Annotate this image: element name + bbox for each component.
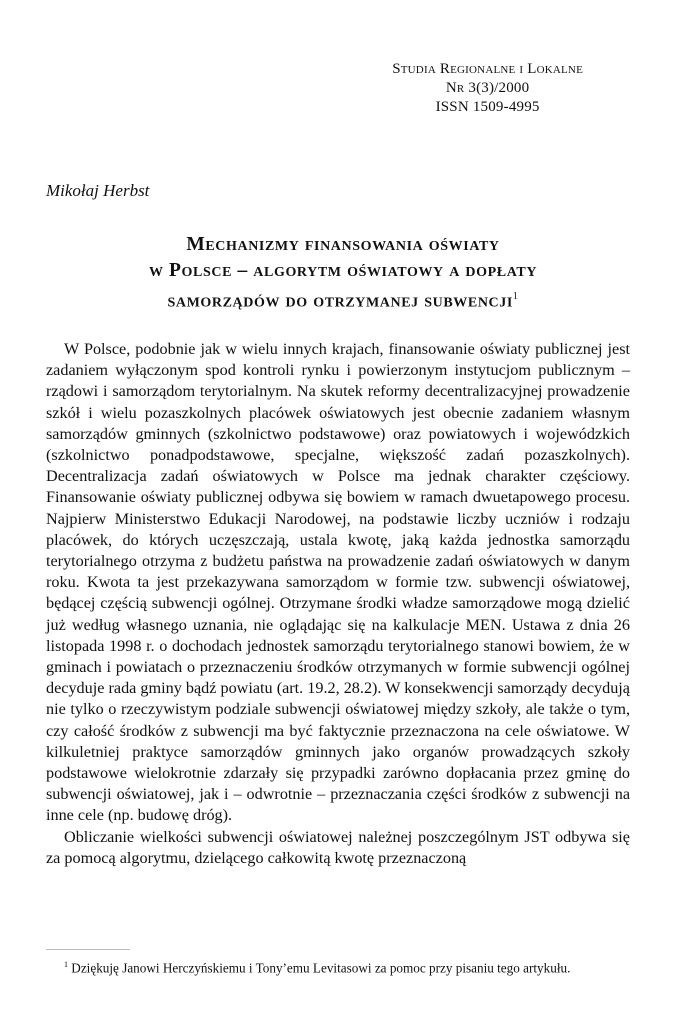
title-line-3 <box>40 284 646 315</box>
article-title <box>40 232 646 315</box>
footnote-text: Dziękuję Janowi Herczyńskiemu i Tony’emu Levitasowi za pomoc przy pisaniu tego artykułu. <box>71 960 571 976</box>
article-body <box>46 339 630 869</box>
author-name: Mikołaj Herbst <box>46 181 150 200</box>
footnote <box>46 956 630 977</box>
title-footnote-mark: 1 <box>512 291 519 302</box>
journal-issue: Nr 3(3)/2000 <box>445 80 530 96</box>
journal-name: Studia Regionalne i Lokalne <box>392 61 583 77</box>
footnote-divider <box>46 949 130 950</box>
title-line-1: Mechanizmy finansowania oświaty <box>186 234 500 255</box>
title-line-3-text: samorządów do otrzymanej subwencji <box>167 290 513 312</box>
journal-header <box>392 60 583 117</box>
paragraph-2: Obliczanie wielkości subwencji oświatowej należnej poszczególnym JST odbywa się za pomocą algorytmu, dzielącego całkowitą kwotę przeznaczoną <box>46 827 630 867</box>
footnote-mark: 1 <box>64 960 68 969</box>
title-line-2: w Polsce – algorytm oświatowy a dopłaty <box>148 260 538 281</box>
paragraph-1: W Polsce, podobnie jak w wielu innych krajach, finansowanie oświaty publicznej jest zadaniem wyłączonym spod kontroli rynku i powierzonym instytucjom publicznym – rządowi i samorządom terytorialnym. Na skutek reformy decentralizacyjnej prowadzenie szkół i wielu pozaszkolnych placówek oświatowych jest obecnie zadaniem własnym samorządów gminnych (szkolnictwo podstawowe) oraz powiatowych i wojewódzkich (szkolnictwo ponadpodstawowe, specjalne, większość zadań pozaszkolnych). Decentralizacja zadań oświatowych w Polsce ma jednak charakter częściowy. Finansowanie oświaty publicznej odbywa się bowiem w ramach dwuetapowego procesu. Najpierw Ministerstwo Edukacji Narodowej, na podstawie liczby uczniów i rodzaju placówek, do których uczęszczają, ustala kwotę, jaką każda jednostka samorządu terytorialnego otrzyma z budżetu państwa na prowadzenie zadań oświatowych w danym roku. Kwota ta jest przekazywana samorządom w formie tzw. subwencji oświatowej, będącej częścią subwencji ogólnej. Otrzymane środki władze samorządowe mogą dzielić już według własnego uznania, nie oglądając się na kalkulacje MEN. Ustawa z dnia 26 listopada 1998 r. o dochodach jednostek samorządu terytorialnego stanowi bowiem, że w gminach i powiatach o przeznaczeniu środków otrzymanych w formie subwencji ogólnej decyduje rada gminy bądź powiatu (art. 19.2, 28.2). W konsekwencji samorządy decydują nie tylko o rzeczywistym podziale subwencji oświatowej między szkoły, ale także o tym, czy całość środków z subwencji ma być faktycznie przeznaczona na cele oświatowe. W kilkuletniej praktyce samorządów gminnych jako organów prowadzących szkoły podstawowe wielokrotnie zdarzały się przypadki zarówno dopłacania przez gminę do subwencji oświatowej, jak i – odwrotnie – przeznaczania części środków z subwencji na inne cele (np. budowę dróg). <box>46 340 630 825</box>
journal-issn: ISSN 1509-4995 <box>435 99 540 115</box>
